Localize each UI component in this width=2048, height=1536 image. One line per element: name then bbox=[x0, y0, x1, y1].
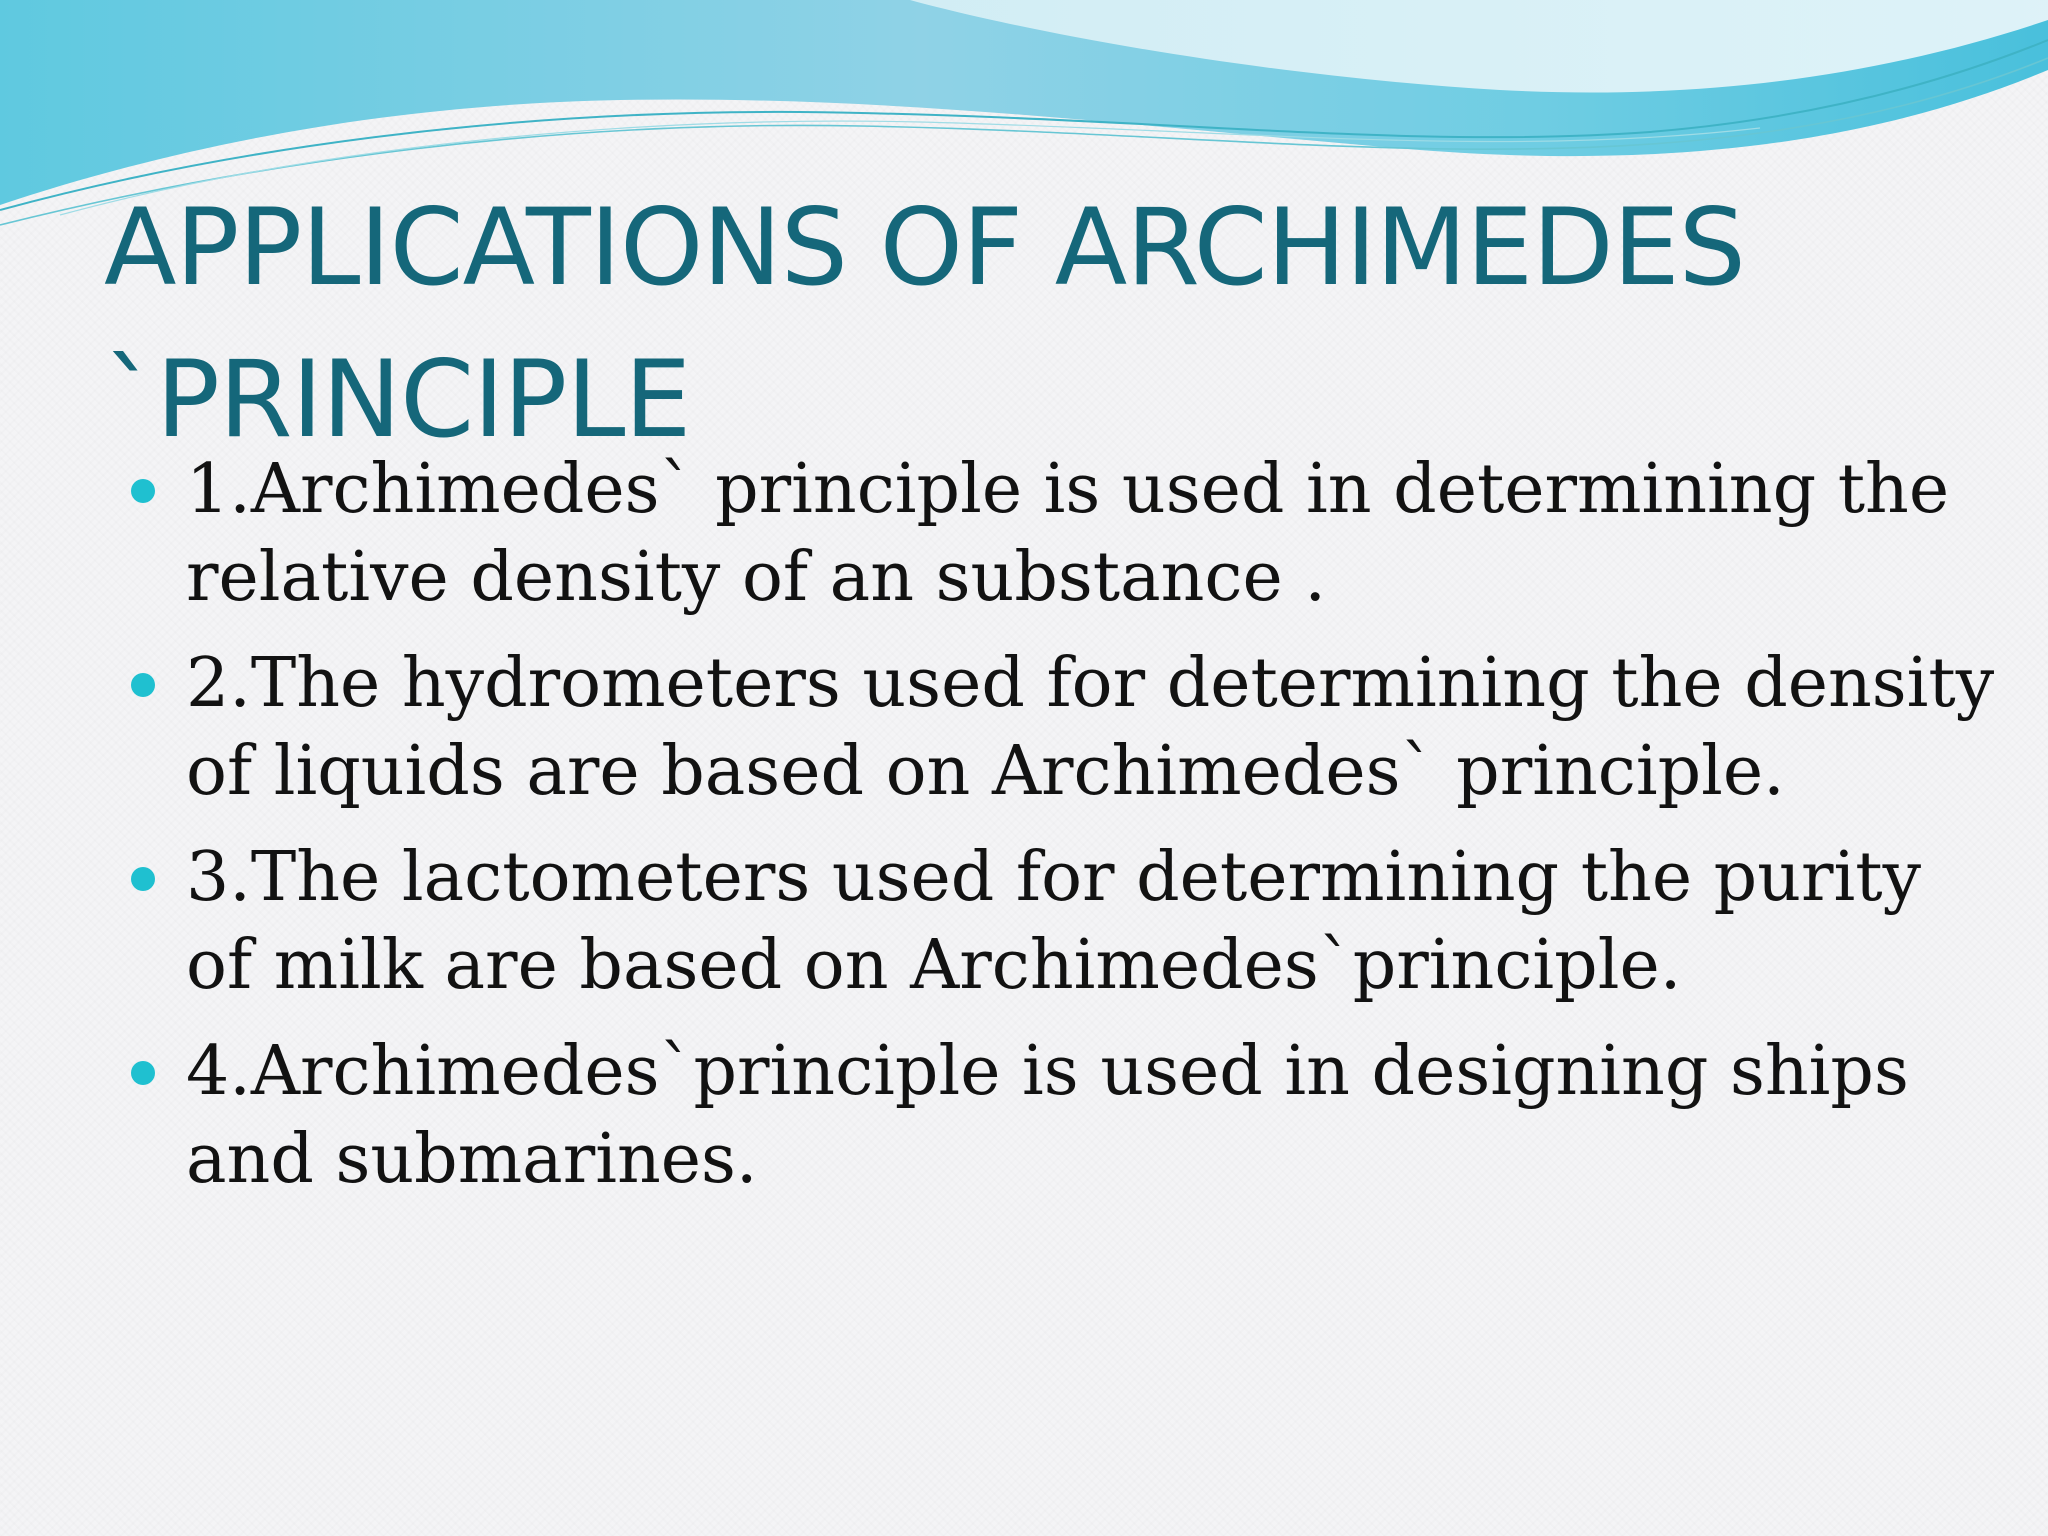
bullet-item-2 bbox=[126, 640, 2006, 816]
bullet-item-1 bbox=[126, 446, 2006, 622]
bullet-text: 3.The lactometers used for determining the purity of milk are based on Archimedes`principle. bbox=[186, 838, 1921, 1005]
bullet-text: 1.Archimedes` principle is used in determining the relative density of an substance . bbox=[186, 450, 1950, 617]
bullet-dot-icon bbox=[131, 1061, 155, 1085]
slide-title: APPLICATIONS OF ARCHIMEDES `PRINCIPLE bbox=[104, 186, 1745, 461]
bullet-text: 2.The hydrometers used for determining the density of liquids are based on Archimedes` principle. bbox=[186, 644, 1995, 811]
bullet-item-3 bbox=[126, 834, 2006, 1010]
bullet-item-4 bbox=[126, 1028, 2006, 1204]
bullet-text: 4.Archimedes`principle is used in designing ships and submarines. bbox=[186, 1032, 1909, 1199]
bullet-dot-icon bbox=[131, 673, 155, 697]
bullet-dot-icon bbox=[131, 479, 155, 503]
bullet-dot-icon bbox=[131, 867, 155, 891]
bullet-list bbox=[126, 446, 2006, 1222]
